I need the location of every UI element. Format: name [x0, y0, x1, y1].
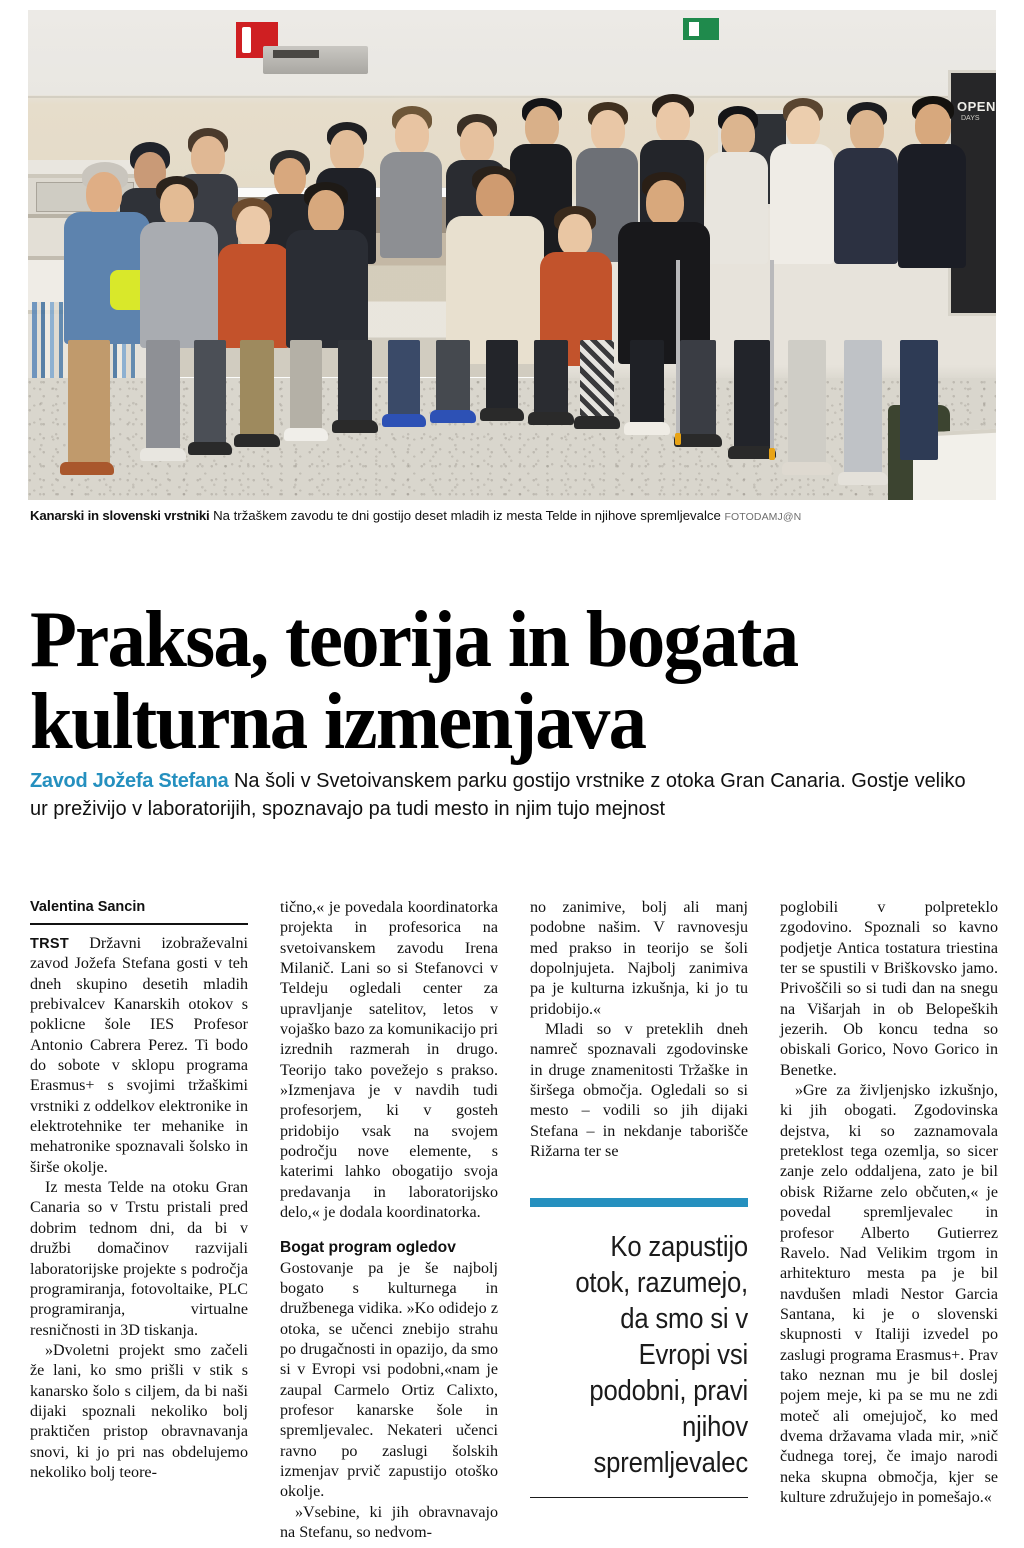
standfirst: [30, 767, 967, 823]
pull-quote: [530, 1198, 748, 1498]
person: [218, 198, 290, 346]
person: [64, 162, 150, 342]
paragraph: poglobili v polpreteklo zgodovino. Spoznali so kavno podjetje Antica tostatura triestina ter se spustili v Briškovsko jamo. Privoščili so si tudi dan na snegu na Višarjah in ob Belopeških jezerih. Ob koncu tedna so obiskali Gorico, Novo Gorico in Benetke.: [780, 899, 998, 1079]
column-1-text: [30, 934, 248, 1483]
person: [770, 98, 834, 262]
paragraph: Mladi so v preteklih dneh namreč spoznavali zgodovinske in druge znamenitosti Tržaške in širšega območja. Ogledali so si mesto – vodili so jih dijaki Stefana – in nekdanje taborišče Rižarna ter se: [530, 1021, 748, 1161]
person: [618, 172, 710, 362]
paragraph-text: Državni izobraževalni zavod Jožefa Stefana gosti v teh dneh skupino desetih mladih prebivalcev Kanarskih otokov s poklicne šole IES Profesor Antonio Cabrera Perez. Ti bodo do sobote v sklopu programa Erasmus+ s svojimi tržaškimi vrstniki z oddelkov elektronike in elektrotehnike ter mehanike in mehatronike spoznavali šolsko in širše okolje.: [30, 935, 248, 1176]
paragraph: no zanimive, bolj ali manj podobne našim. V ravnovesju med prakso in teorijo se šoli dopolnjujeta. Najbolj zanimiva pa je kulturna izkušnja, ki jo tu pridobijo.«: [530, 899, 748, 1018]
standfirst-text: Na šoli v Svetoivanskem parku gostijo vrstnike z otoka Gran Canaria. Gostje veliko ur preživijo v laboratorijih, spoznavajo pa tudi mesto in njim tujo mejnost: [30, 769, 966, 820]
person: [834, 102, 898, 262]
crutch-icon: [770, 260, 774, 460]
column-4: [780, 898, 998, 1528]
column-1: [30, 898, 248, 1528]
column-3-text: [530, 898, 748, 1162]
paragraph: »Vsebine, ki jih obravnavajo na Stefanu, so nedvom-: [280, 1503, 498, 1541]
pull-quote-text: Ko zapustijo otok, razumejo, da smo si v Evropi vsi podobni, pravi njihov spremljevalec: [575, 1231, 748, 1479]
caption-text: Na tržaškem zavodu te dni gostijo deset mladih iz mesta Telde in njihove spremljevalce: [209, 508, 725, 523]
column-2-text-b: [280, 1259, 498, 1544]
column-2-text: [280, 898, 498, 1224]
person: [446, 166, 544, 362]
paragraph: Gostovanje pa je še najbolj bogato s kulturnega in družbenega vidika. »Ko odidejo z otoka, se učenci znebijo strahu po drugačnosti in opazijo, da smo si v Evropi vsi podobni,«nam je zaupal Carmelo Ortiz Calixto, profesor kanarske šole in spremljevalec. Nekateri učenci ravno po zaslugi šolskih izmenjav prvič zapustijo otoško okolje.: [280, 1259, 498, 1501]
page-title: Praksa, teorija in bogata kulturna izmenjava: [30, 595, 798, 766]
column-2: [280, 898, 498, 1541]
person: [140, 176, 218, 346]
dateline: TRST: [30, 936, 70, 952]
person: [380, 106, 442, 256]
ceiling-projector: [263, 46, 368, 74]
crutch-icon: [676, 260, 680, 445]
person: [898, 96, 966, 266]
paragraph: tično,« je povedala koordinatorka projekta in profesorica na svetoivanskem zavodu Irena Milanič. Lani so si Stefanovci v Teldeju ogledali center za upravljanje satelitov, letos v vojaško bazo za komunikacijo pri izrednih razmerah in drugo. Teorijo tako povežejo s prakso. »Izmenjava je v navdih tudi profesorjem, ki v gosteh pridobijo vsak na svojem področju nove elemente, s katerimi lahko obogatijo svoja predavanja in laboratorijsko delo,« je dodala koordinatorka.: [280, 899, 498, 1222]
photo-caption: [30, 508, 992, 525]
article-photo: [28, 10, 996, 500]
byline-rule: [30, 923, 248, 925]
paragraph: »Gre za življenjsko izkušnjo, ki jih obogati. Zgodovinska dejstva, ki so zaznamovala preteklost tega ozemlja, so sicer zanje zelo oddaljena, zato je bil obisk Rižarne zelo občuten,« je povedal spremljevalec in profesor Alberto Gutierrez Ravelo. Nad Velikim trgom in arhitekturo mesta pa je bil navdušen mladi Nestor Garcia Santana, ki je o slovenski skupnosti v Italiji izvedel po zaslugi programa Erasmus+. Prav tako neznan mu je bil doslej pojem meje, ki pa se mu ne zdi moteč ali omejujoč, ko med dvema državama vlada mir, »nič čudnega torej, če imajo narodi neka skupna območja, kjer se kulture združujejo in pomešajo.«: [780, 1082, 998, 1506]
pull-quote-accent-bar: [530, 1198, 748, 1207]
section-subhead: Bogat program ogledov: [280, 1238, 456, 1256]
column-4-text: [780, 898, 998, 1508]
photo-scene: [28, 10, 996, 500]
caption-lead: Kanarski in slovenski vrstniki: [30, 508, 210, 523]
chalkboard-open-text: OPEN: [957, 99, 996, 114]
person: [286, 182, 368, 346]
paragraph: Iz mesta Telde na otoku Gran Canaria so v Trstu pristali pred dobrim tednom dni, da bi v družbi domačinov razvijali laboratorijske projekte s področja programiranja, fotovoltaike, PLC programiranja, virtualne resničnosti in 3D tiskanja.: [30, 1179, 248, 1339]
standfirst-lead: Zavod Jožefa Stefana: [30, 769, 229, 792]
byline: Valentina Sancin: [30, 899, 146, 915]
pull-quote-rule: [530, 1497, 748, 1498]
article-columns: [30, 898, 998, 1541]
person: [706, 106, 768, 262]
paragraph: »Dvoletni projekt smo začeli že lani, ko smo prišli v stik s kanarsko šolo s ciljem, da bi naši dijaki spoznali nekoliko bolj praktičen pristop obravnavanja snovi, ki jo pri nas obdelujemo nekoliko bolj teore-: [30, 1341, 248, 1481]
photo-credit: FOTODAMJ@N: [724, 511, 802, 523]
paragraph: [30, 934, 248, 1178]
chalkboard-days-text: DAYS: [961, 115, 980, 122]
emergency-exit-sign-icon: [683, 18, 719, 40]
